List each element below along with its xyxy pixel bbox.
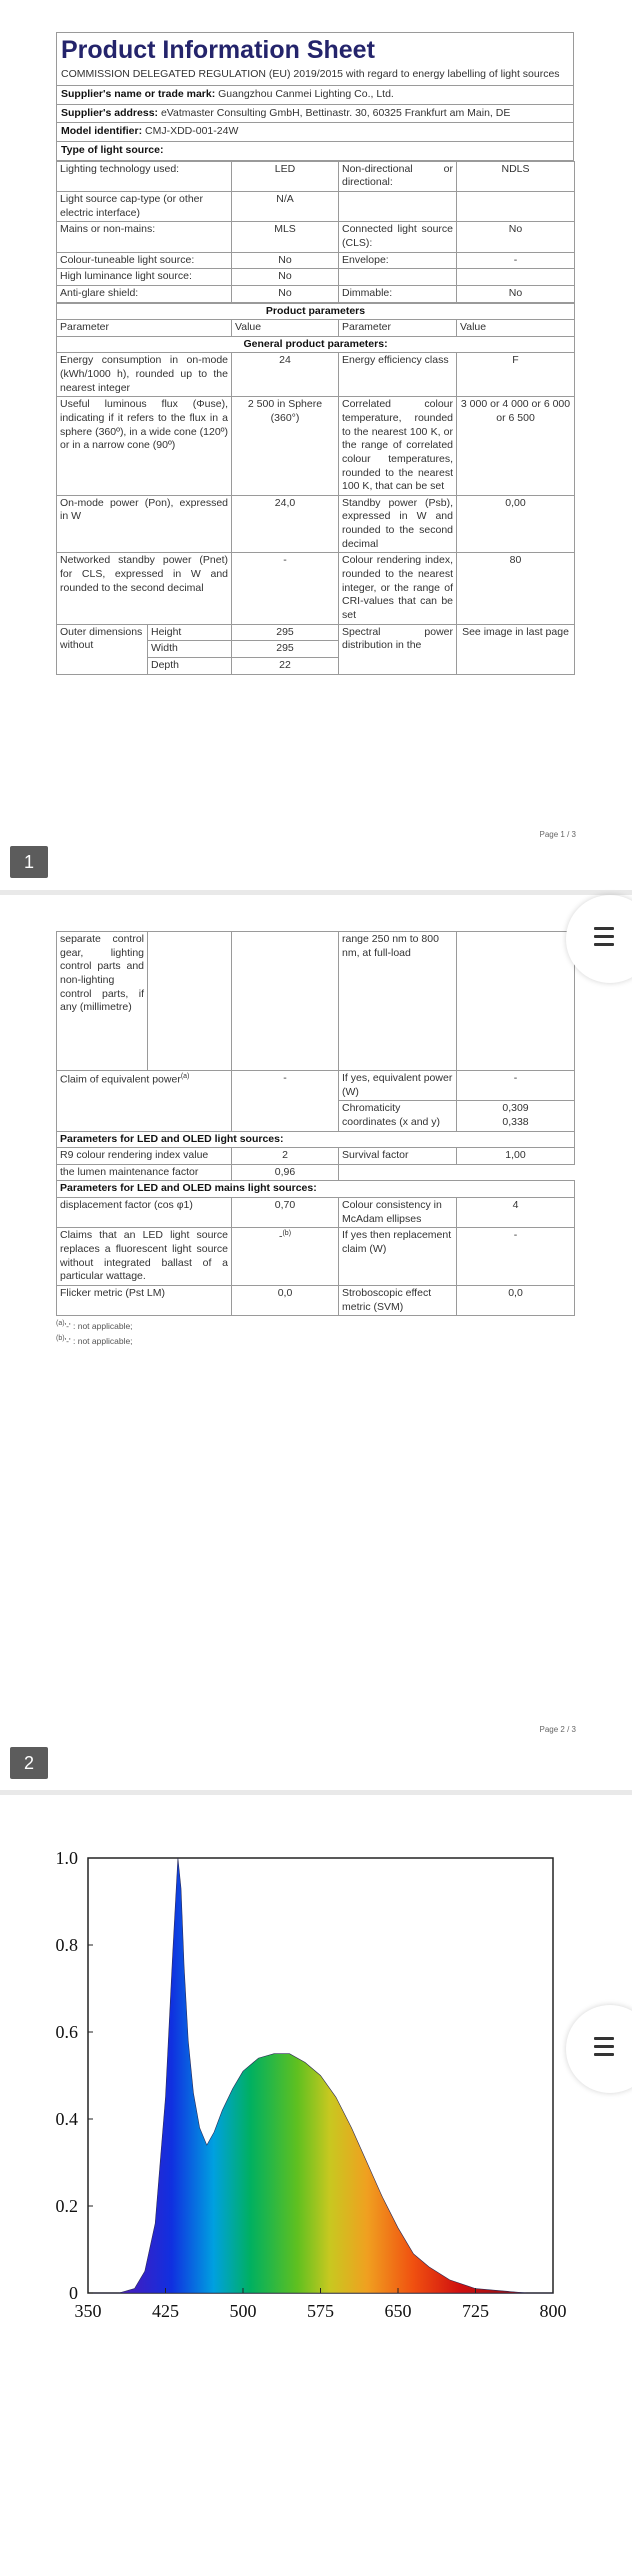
type-cell: MLS [232,222,339,252]
page-title: Product Information Sheet [61,36,375,64]
strobo-label: Stroboscopic effect metric (SVM) [339,1285,457,1315]
page-number-2: Page 2 / 3 [539,1725,576,1734]
hamburger-menu-icon [594,927,614,951]
param-cell: 24 [232,353,339,397]
type-cell: No [232,269,339,286]
type-heading: Type of light source: [57,141,573,160]
param-cell: 0,00 [457,495,575,553]
param-cell: 80 [457,553,575,624]
width-value: 295 [232,641,339,658]
y-tick-label: 0.6 [55,2022,78,2042]
product-params-heading: Product parameters [57,303,575,320]
param-row [57,353,575,397]
x-tick-label: 650 [384,2301,412,2321]
y-tick-label: 1.0 [55,1848,78,1868]
type-row [57,252,575,269]
param-cell: F [457,353,575,397]
hamburger-menu-icon [594,2037,614,2061]
param-cell: Colour rendering index, rounded to the nearest integer, or the range of CRI-values that can be set [339,553,457,624]
param-cell: Correlated colour temperature, rounded to the nearest 100 K, or the range of correlated colour temperatures, rounded to the nearest 100 K, that can be set [339,397,457,495]
x-tick-label: 725 [462,2301,489,2321]
spectral-power-chart [0,1840,632,2400]
product-information-sheet-continued [56,931,574,1346]
depth-value: 22 [232,657,339,674]
type-cell: Dimmable: [339,285,457,302]
type-cell: No [232,285,339,302]
type-cell: No [232,252,339,269]
param-cell: Energy consumption in on-mode (kWh/1000 h), rounded up to the nearest integer [57,353,232,397]
parameters-table [56,303,575,675]
type-cell: Colour-tuneable light source: [57,252,232,269]
type-cell [457,192,575,222]
y-tick-label: 0.4 [55,2109,78,2129]
mains-heading: Parameters for LED and OLED mains light sources: [57,1181,575,1198]
address-label: Supplier's address: [61,106,159,119]
col-parameter: Parameter [57,320,232,337]
flicker-label: Flicker metric (Pst LM) [57,1285,232,1315]
height-label: Height [148,624,232,641]
param-cell: Useful luminous flux (Φuse), indicating if it refers to the flux in a sphere (360º), in a wide cone (120º) or in a narrow cone (90º) [57,397,232,495]
width-label: Width [148,641,232,658]
lumen-value: 0,96 [232,1164,339,1181]
claim-label: Claim of equivalent power$^{(a)}$ [57,1071,232,1132]
document-page-1 [0,0,632,890]
footnote-b: $^{(b)}$'-' : not applicable; [56,1335,133,1346]
strobo-value: 0,0 [457,1285,575,1315]
type-cell: Light source cap-type (or other electric interface) [57,192,232,222]
lumen-row [57,1164,575,1181]
address-row [57,104,573,123]
param-row [57,397,575,495]
footnote-a: $^{(a)}$'-' : not applicable; [56,1320,133,1332]
supplier-row [57,85,573,104]
general-params-heading: General product parameters: [57,336,575,353]
equiv-label: If yes, equivalent power (W) [339,1071,457,1101]
param-row [57,495,575,553]
document-page-3 [0,1795,632,2560]
flicker-row [57,1285,575,1315]
page-number-1: Page 1 / 3 [539,830,576,839]
type-row [57,192,575,222]
param-cell: - [232,553,339,624]
y-tick-label: 0.8 [55,1935,78,1955]
type-row [57,161,575,191]
type-cell: Non-directional or directional: [339,161,457,191]
survival-label: Survival factor [339,1148,457,1165]
type-cell: No [457,222,575,252]
col-parameter-2: Parameter [339,320,457,337]
led-heading-row [57,1131,575,1148]
column-header-row [57,320,575,337]
param-cell: Standby power (Psb), expressed in W and rounded to the second decimal [339,495,457,553]
equiv-value: - [457,1071,575,1101]
col-value-2: Value [457,320,575,337]
type-row [57,285,575,302]
parameters-table-continued [56,931,575,1316]
x-tick-label: 425 [152,2301,179,2321]
displacement-row [57,1198,575,1228]
claims-label: Claims that an LED light source replaces a fluorescent light source without integrated ballast of a particular wattage. [57,1228,232,1286]
claims-value: -$^{(b)}$ [232,1228,339,1286]
param-cell: On-mode power (Pon), expressed in W [57,495,232,553]
continued-left: separate control gear, lighting control parts and non-lighting control parts, if any (millimetre) [57,932,148,1071]
supplier-label: Supplier's name or trade mark: [61,88,216,101]
type-table [56,161,575,303]
chroma-value: 0,309 0,338 [457,1101,575,1131]
type-rows [57,161,575,302]
address-value: eVatmaster Consulting GmbH, Bettinastr. 30, 60325 Frankfurt am Main, DE [160,106,511,119]
type-cell: N/A [232,192,339,222]
regulation-text: COMMISSION DELEGATED REGULATION (EU) 2019/2015 with regard to energy labelling of light sources [61,68,560,80]
type-cell: Connected light source (CLS): [339,222,457,252]
page-badge-1: 1 [10,846,48,878]
type-cell: Envelope: [339,252,457,269]
supplier-value: Guangzhou Canmei Lighting Co., Ltd. [218,88,394,101]
led-heading: Parameters for LED and OLED light sources: [57,1131,575,1148]
param-cell: 3 000 or 4 000 or 6 000 or 6 500 [457,397,575,495]
model-row [57,122,573,141]
height-value: 295 [232,624,339,641]
continued-right: range 250 nm to 800 nm, at full-load [339,932,457,1071]
product-information-sheet [56,32,574,675]
lumen-label: the lumen maintenance factor [57,1164,232,1181]
survival-value: 1,00 [457,1148,575,1165]
x-tick-label: 575 [307,2301,334,2321]
page-badge-2: 2 [10,1747,48,1779]
type-row [57,269,575,286]
param-cell: 24,0 [232,495,339,553]
consist-label: Colour consistency in McAdam ellipses [339,1198,457,1228]
sheet-header [56,32,574,161]
outer-dimensions-label: Outer dimensions without [57,624,148,674]
model-label: Model identifier: [61,125,143,138]
y-tick-label: 0 [69,2283,78,2303]
y-tick-label: 0.2 [55,2196,78,2216]
x-tick-label: 800 [539,2301,567,2321]
col-value: Value [232,320,339,337]
continued-row [57,932,575,1071]
type-cell: NDLS [457,161,575,191]
spectral-label: Spectral power distribution in the [339,624,457,674]
disp-value: 0,70 [232,1198,339,1228]
chroma-label: Chromaticity coordinates (x and y) [339,1101,457,1131]
model-value: CMJ-XDD-001-24W [145,125,239,138]
param-cell: 2 500 in Sphere (360°) [232,397,339,495]
type-cell: Mains or non-mains: [57,222,232,252]
x-tick-label: 350 [74,2301,102,2321]
replace-value: - [457,1228,575,1286]
outer-dimensions-row [57,624,575,641]
spectral-value: See image in last page [457,624,575,674]
flicker-value: 0,0 [232,1285,339,1315]
param-cell: Energy efficiency class [339,353,457,397]
consist-value: 4 [457,1198,575,1228]
menu-button[interactable] [566,895,632,983]
x-tick-label: 500 [229,2301,257,2321]
claims-row [57,1228,575,1286]
document-page-2 [0,895,632,1790]
depth-label: Depth [148,657,232,674]
type-cell: No [457,285,575,302]
claim-value: - [232,1071,339,1132]
type-cell: Lighting technology used: [57,161,232,191]
type-cell [339,192,457,222]
replace-label: If yes then replacement claim (W) [339,1228,457,1286]
param-cell: Networked standby power (Pnet) for CLS, expressed in W and rounded to the second decimal [57,553,232,624]
product-params-heading-row [57,303,575,320]
type-cell [339,269,457,286]
claim-row [57,1071,575,1101]
mains-heading-row [57,1181,575,1198]
r9-value: 2 [232,1148,339,1165]
r9-row [57,1148,575,1165]
type-row [57,222,575,252]
type-cell: High luminance light source: [57,269,232,286]
type-cell: Anti-glare shield: [57,285,232,302]
r9-label: R9 colour rendering index value [57,1148,232,1165]
param-row [57,553,575,624]
general-params-row [57,336,575,353]
type-cell: LED [232,161,339,191]
type-cell: - [457,252,575,269]
type-cell [457,269,575,286]
disp-label: displacement factor (cos φ1) [57,1198,232,1228]
